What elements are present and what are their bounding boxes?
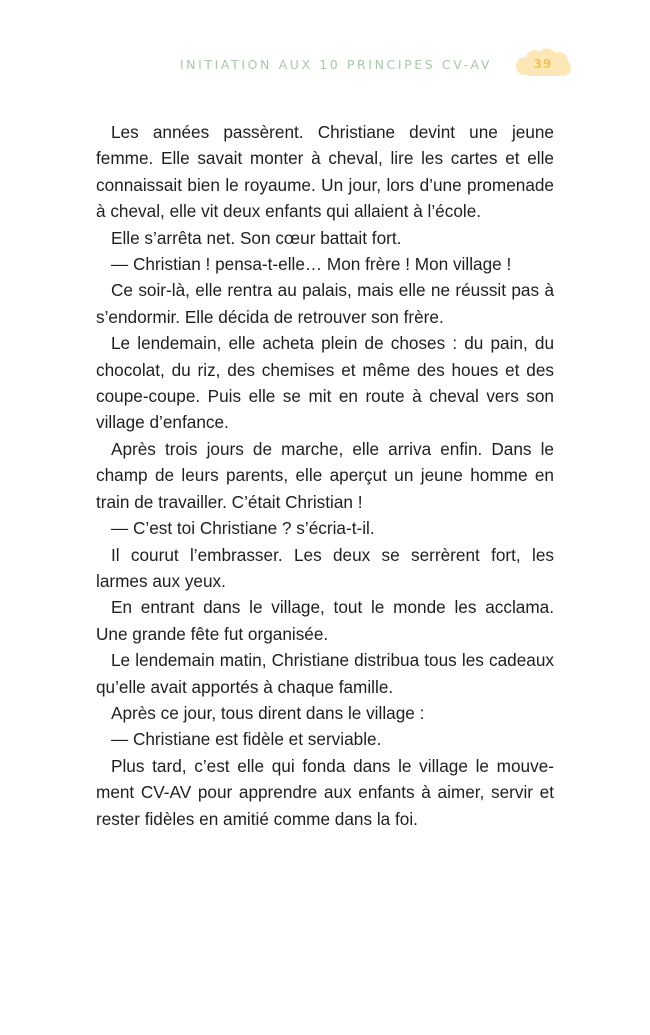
story-text (96, 119, 554, 832)
paragraph: En entrant dans le village, tout le monde les acclama. Une grande fête fut organisée. (96, 597, 554, 644)
paragraph: Le lendemain matin, Christiane distribua tous les cadeaux qu’elle avait apportés à chaque famille. (96, 650, 554, 697)
paragraph: Ce soir-là, elle rentra au palais, mais elle ne réussit pas à s’endormir. Elle décida de retrouver son frère. (96, 280, 554, 327)
paragraph: — Christiane est fidèle et serviable. (111, 729, 382, 750)
running-head (180, 53, 572, 75)
page-number-badge (514, 48, 572, 80)
page-number: 39 (533, 57, 553, 71)
paragraph: Elle s’arrêta net. Son cœur battait fort. (111, 227, 402, 248)
running-title: INITIATION AUX 10 PRINCIPES CV-AV (179, 56, 492, 72)
paragraph: Après trois jours de marche, elle arriva enfin. Dans le champ de leurs parents, elle aperçut un jeune homme en train de travailler. C’était Christian ! (96, 438, 554, 512)
paragraph: Le lendemain, elle acheta plein de choses : du pain, du chocolat, du riz, des chemises et même des houes et des coupe-coupe. Puis elle se mit en route à cheval vers son village d’enfance. (96, 333, 554, 433)
paragraph: — Christian ! pensa-t-elle… Mon frère ! Mon village ! (111, 254, 512, 275)
paragraph: Plus tard, c’est elle qui fonda dans le village le mouvement CV-AV pour apprendre aux enfants à aimer, servir et rester fidèles en amitié comme dans la foi. (96, 755, 554, 829)
paragraph: Il courut l’embrasser. Les deux se serrèrent fort, les larmes aux yeux. (96, 544, 554, 591)
paragraph: — C’est toi Christiane ? s’écria-t-il. (111, 518, 375, 539)
paragraph: Les années passèrent. Christiane devint une jeune femme. Elle savait monter à cheval, lire les cartes et elle connaissait bien le royaume. Un jour, lors d’une promenade à cheval, elle vit deux enfants qui allaient à l’école. (96, 122, 554, 222)
paragraph: Après ce jour, tous dirent dans le village : (111, 702, 425, 723)
